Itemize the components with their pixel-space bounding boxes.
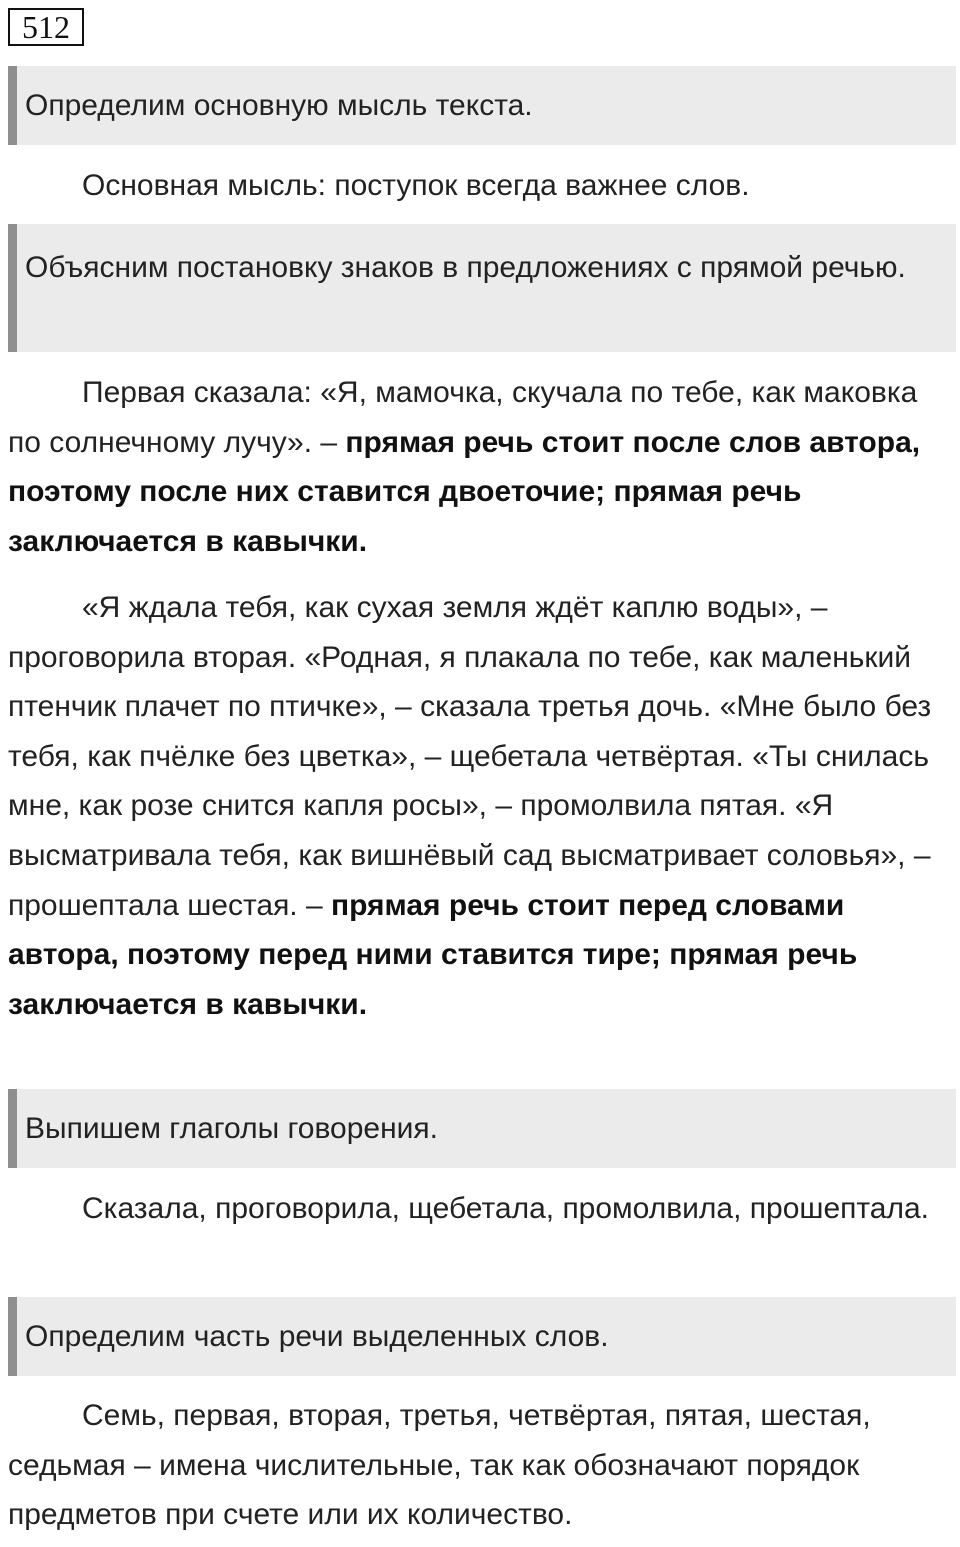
task-heading-main-idea [8,66,956,145]
answer-explanation-bold: прямая речь стоит перед словами автора, поэтому перед ними ставится тире; прямая речь заключается в кавычки. [8,888,858,1021]
task-heading-part-of-speech [8,1297,956,1376]
answer-speech-verbs: Сказала, проговорила, щебетала, промолвила, прошептала. [82,1192,929,1225]
task-heading-text: Определим часть речи выделенных слов. [25,1319,609,1353]
answer-explanation-bold: прямая речь стоит после слов автора, поэтому после них ставится двоеточие; прямая речь заключается в кавычки. [8,425,921,558]
task-heading-speech-verbs [8,1089,956,1168]
task-heading-text: Объясним постановку знаков в предложениях с прямой речью. [25,251,906,284]
task-heading-text: Выпишем глаголы говорения. [25,1111,438,1145]
exercise-number: 512 [8,8,84,46]
task-heading-punctuation [8,224,956,352]
task-heading-text: Определим основную мысль текста. [25,88,533,122]
answer-text: «Я ждала тебя, как сухая земля ждёт каплю воды», – проговорила вторая. «Родная, я плакала по тебе, как маленький птенчик плачет по птичке», – сказала третья дочь. «Мне было без тебя, как пчёлке без цветка», – щебетала четвёртая. «Ты снилась мне, как розе снится капля росы», – промолвила пятая. «Я высматривала тебя, как вишнёвый сад высматривает соловья», – прошептала шестая. – [8,591,932,922]
answer-text: Первая сказала: «Я, мамочка, скучала по тебе, как маковка по солнечному лучу». – [8,376,918,459]
answer-part-of-speech: Семь, первая, вторая, третья, четвёртая, пятая, шестая, седьмая – имена числительные, так как обозначают порядок предметов при счете или их количество. [8,1399,871,1532]
answer-punctuation-paragraph-2 [8,583,948,1029]
answer-main-idea: Основная мысль: поступок всегда важнее слов. [82,169,750,202]
answer-punctuation-paragraph-1 [8,368,948,566]
